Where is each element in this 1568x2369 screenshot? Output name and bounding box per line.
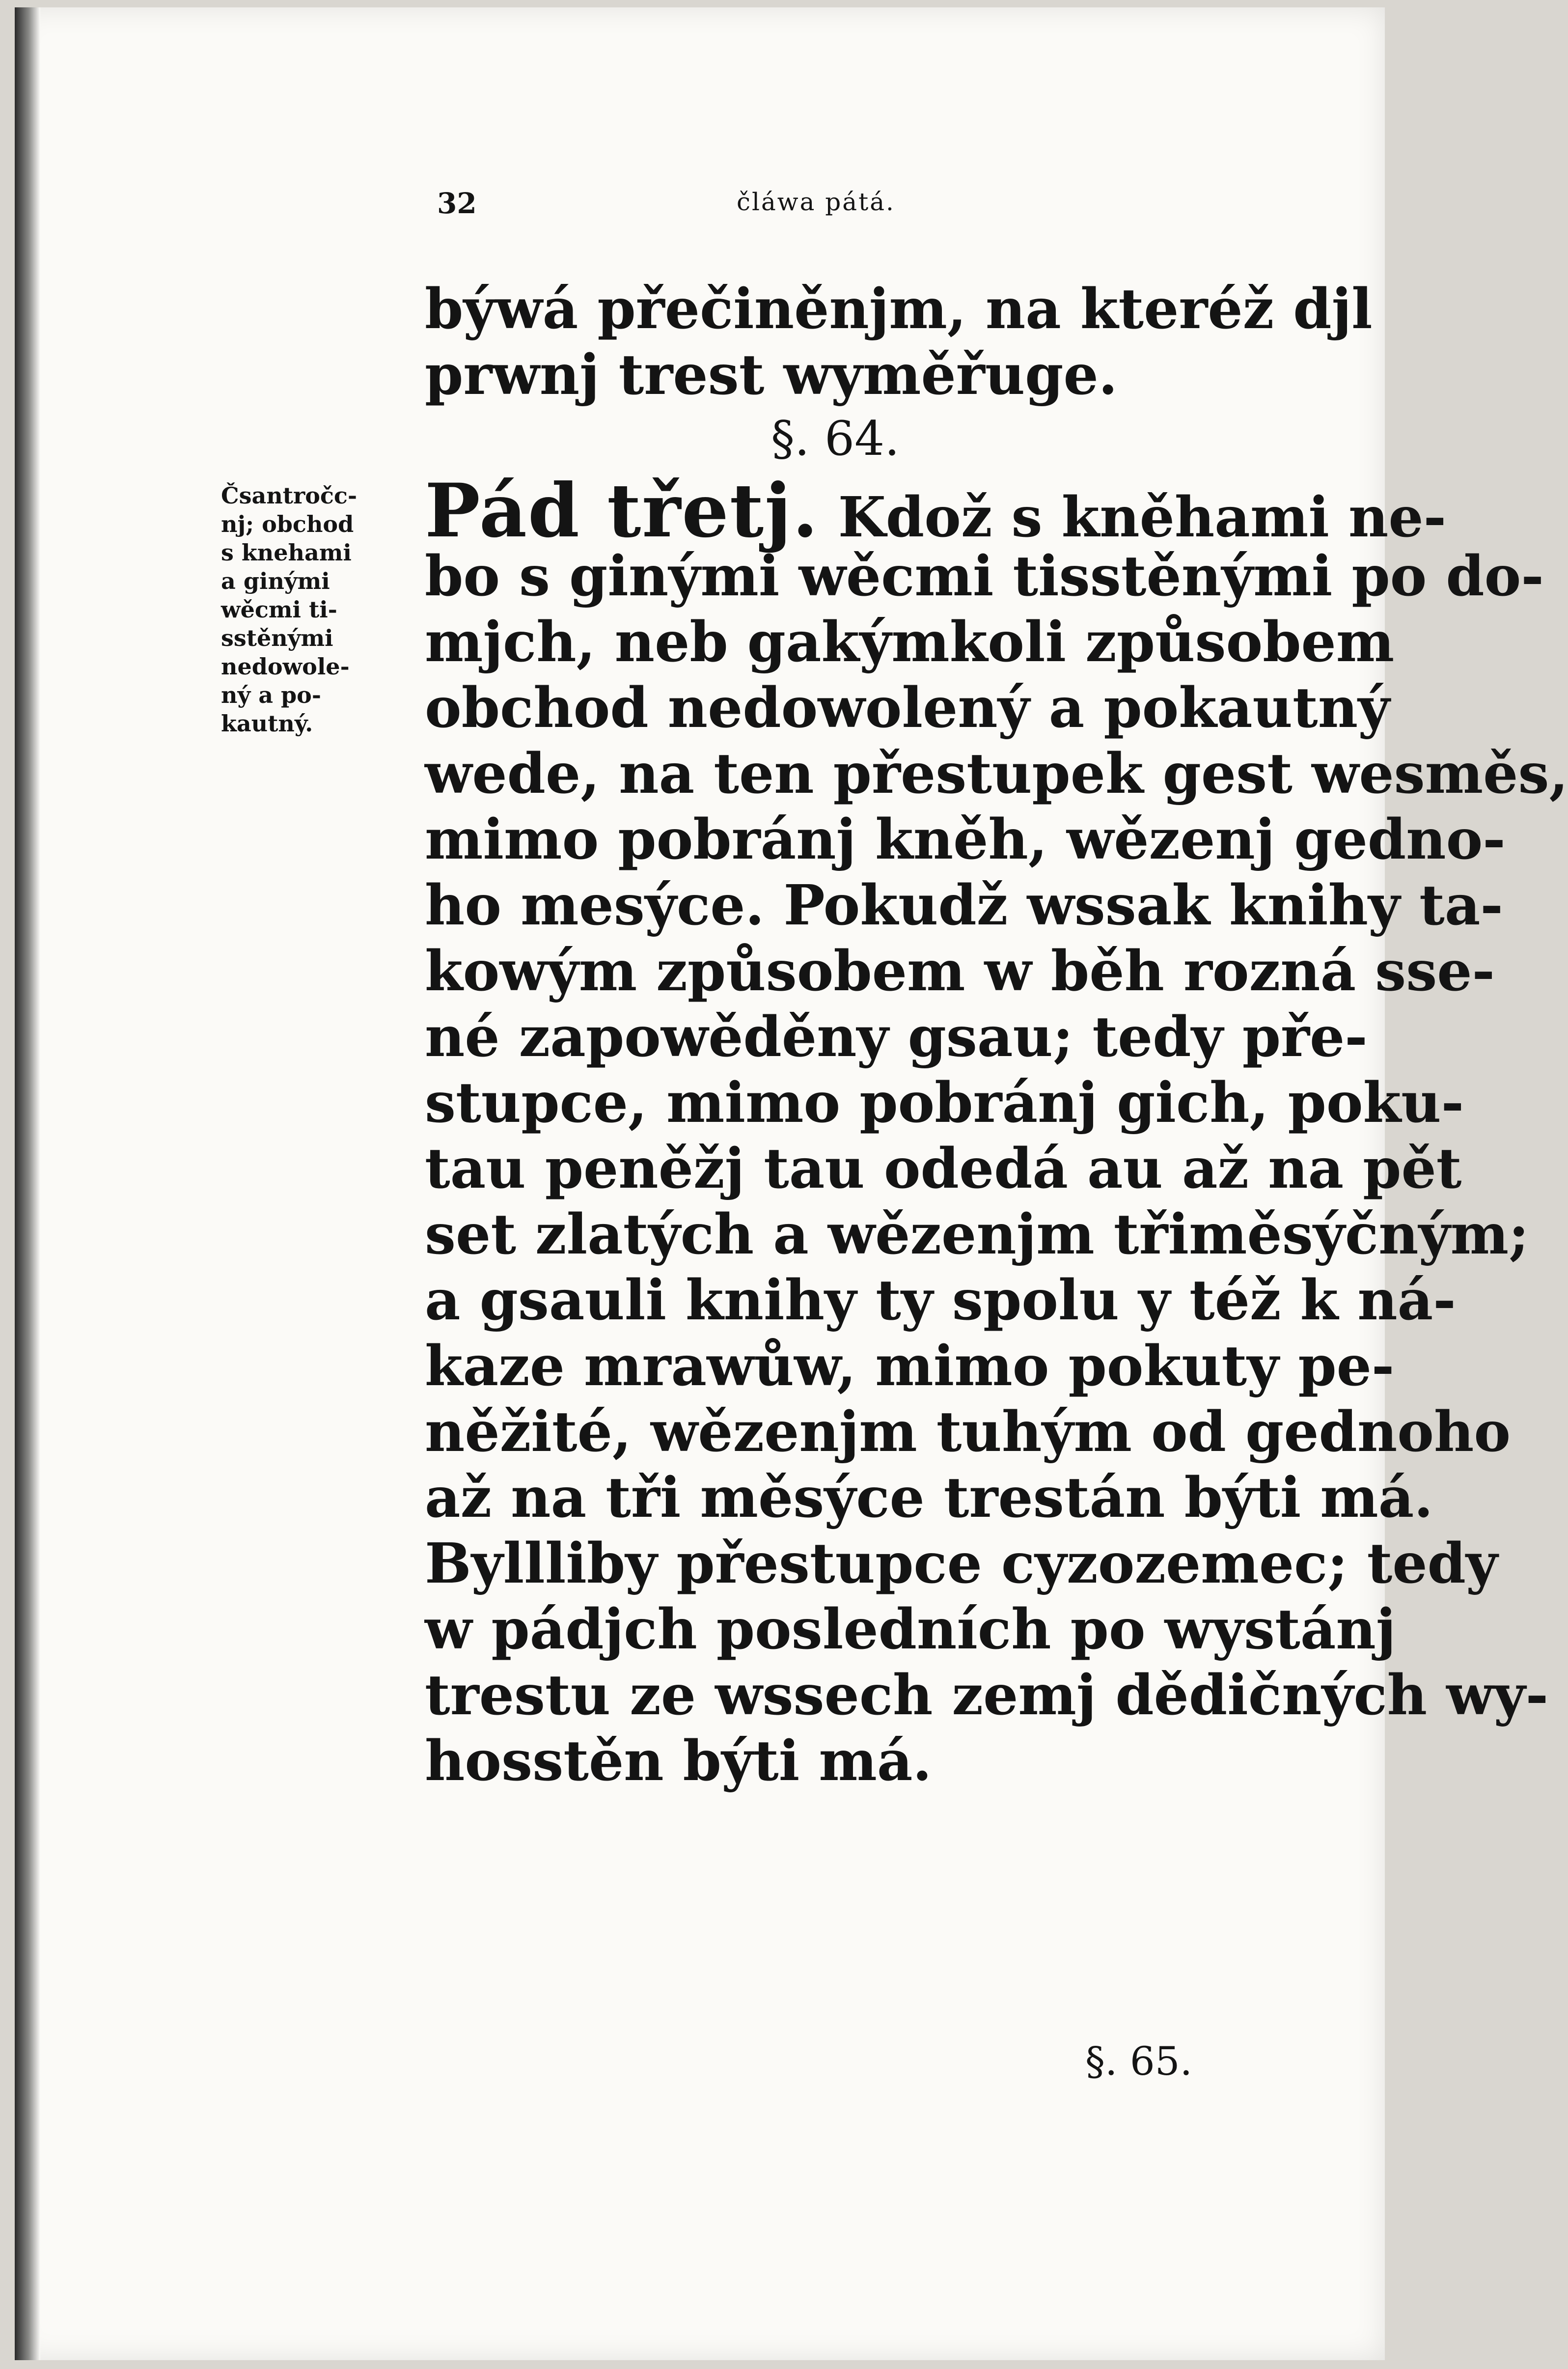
text-line: set zlatých a wězenjm třiměsýčným; bbox=[425, 1202, 1529, 1267]
text-line: mimo pobránj kněh, wězenj gedno- bbox=[425, 808, 1506, 872]
margin-note-line: Čsantročc- bbox=[221, 482, 358, 509]
text-line: býwá přečiněnjm, na kteréž djl bbox=[425, 277, 1373, 341]
margin-note bbox=[221, 481, 413, 738]
text-line bbox=[425, 468, 1447, 554]
text-line: stupce, mimo pobránj gich, poku- bbox=[425, 1071, 1464, 1135]
text-line: až na tři měsýce trestán býti má. bbox=[425, 1466, 1433, 1530]
margin-note-line: sstěnými bbox=[221, 625, 333, 651]
margin-note-line: nedowole- bbox=[221, 653, 350, 680]
text-line: hosstěn býti má. bbox=[425, 1729, 932, 1793]
catchword: §. 65. bbox=[1085, 2038, 1193, 2084]
text-line: a gsauli knihy ty spolu y též k ná- bbox=[425, 1268, 1456, 1333]
text-line: ho mesýce. Pokudž wssak knihy ta- bbox=[425, 873, 1503, 938]
book-page bbox=[15, 7, 1568, 2360]
margin-note-line: a ginými bbox=[221, 568, 330, 594]
page-header bbox=[437, 187, 1026, 226]
paragraph-heading: Pád třetj. bbox=[425, 468, 819, 554]
margin-note-line: kautný. bbox=[221, 710, 313, 737]
text-line: wede, na ten přestupek gest wesměs, bbox=[425, 742, 1568, 806]
text-line: mjch, neb gakýmkoli způsobem bbox=[425, 610, 1395, 674]
first-line-text: Kdož s kněhami ne- bbox=[819, 485, 1447, 550]
text-line: něžité, wězenjm tuhým od gednoho bbox=[425, 1400, 1511, 1464]
intro-text bbox=[425, 277, 1373, 408]
page-gutter-shadow bbox=[15, 7, 40, 2360]
margin-note-line: ný a po- bbox=[221, 682, 321, 708]
text-line: bo s ginými wěcmi tisstěnými po do- bbox=[425, 544, 1544, 609]
text-line: obchod nedowolený a pokautný bbox=[425, 676, 1390, 740]
section-number: §. 64. bbox=[771, 411, 900, 466]
text-line: né zapowěděny gsau; tedy pře- bbox=[425, 1005, 1368, 1069]
running-head: čláwa pátá. bbox=[737, 188, 895, 216]
text-line: kaze mrawůw, mimo pokuty pe- bbox=[425, 1334, 1395, 1398]
text-line: w pádjch posledních po wystánj bbox=[425, 1597, 1396, 1662]
margin-note-line: s knehami bbox=[221, 539, 352, 566]
text-line: prwnj trest wyměřuge. bbox=[425, 343, 1118, 407]
text-line: Byllliby přestupce cyzozemec; tedy bbox=[425, 1532, 1498, 1596]
text-line: tau peněžj tau odedá au až na pět bbox=[425, 1137, 1462, 1201]
text-line: kowým způsobem w běh rozná sse- bbox=[425, 939, 1495, 1003]
margin-note-line: wěcmi ti- bbox=[221, 596, 337, 623]
margin-note-line: nj; obchod bbox=[221, 511, 354, 537]
text-line: trestu ze wssech zemj dědičných wy- bbox=[425, 1663, 1549, 1728]
section-paragraph bbox=[425, 468, 1568, 1794]
page-number: 32 bbox=[437, 187, 477, 220]
